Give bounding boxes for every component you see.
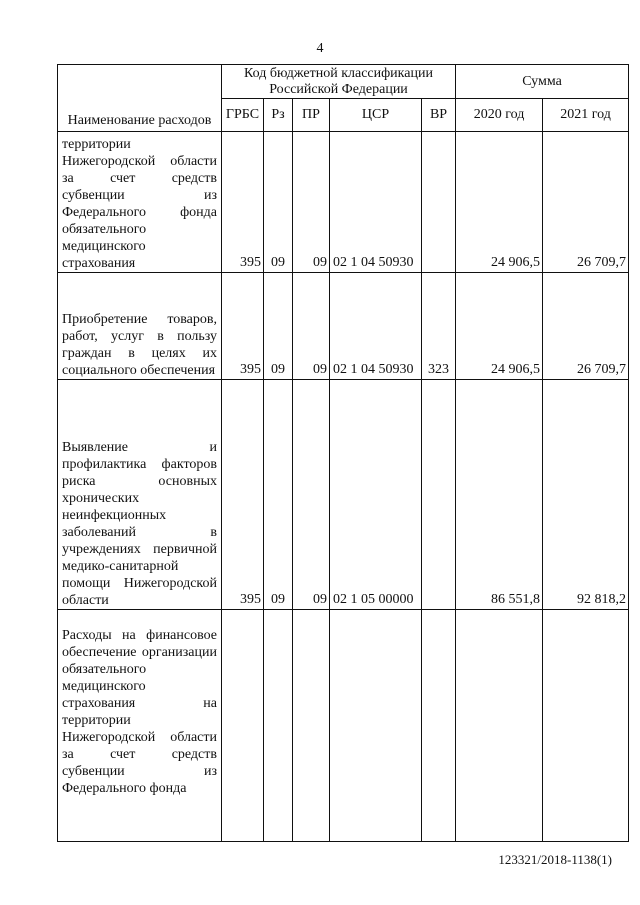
header-rz: Рз <box>264 99 293 132</box>
cell-csr: 02 1 05 00000 <box>330 380 422 610</box>
cell-pr: 09 <box>293 273 330 380</box>
table-row <box>58 132 629 273</box>
cell-grbs <box>222 610 264 842</box>
cell-pr: 09 <box>293 132 330 273</box>
cell-2021: 26 709,7 <box>543 132 629 273</box>
header-code-group: Код бюджетной классификации Российской Федерации <box>222 65 456 99</box>
page-number: 4 <box>316 41 324 56</box>
cell-2020: 24 906,5 <box>456 273 543 380</box>
cell-vr <box>422 610 456 842</box>
header-pr: ПР <box>293 99 330 132</box>
cell-2020 <box>456 610 543 842</box>
cell-pr: 09 <box>293 380 330 610</box>
cell-2021: 92 818,2 <box>543 380 629 610</box>
header-2021: 2021 год <box>543 99 629 132</box>
cell-csr: 02 1 04 50930 <box>330 273 422 380</box>
cell-vr <box>422 132 456 273</box>
header-vr: ВР <box>422 99 456 132</box>
cell-rz: 09 <box>264 380 293 610</box>
cell-pr <box>293 610 330 842</box>
cell-rz <box>264 610 293 842</box>
header-sum: Сумма <box>456 65 629 99</box>
budget-table <box>57 64 629 842</box>
row-name: Приобретение товаров, работ, услуг в пользу граждан в целях их социального обеспечения <box>58 273 222 380</box>
cell-csr <box>330 610 422 842</box>
cell-2020: 24 906,5 <box>456 132 543 273</box>
document-code: 123321/2018-1138(1) <box>498 852 612 867</box>
header-2020: 2020 год <box>456 99 543 132</box>
cell-grbs: 395 <box>222 132 264 273</box>
header-grbs: ГРБС <box>222 99 264 132</box>
cell-grbs: 395 <box>222 273 264 380</box>
cell-2020: 86 551,8 <box>456 380 543 610</box>
cell-vr <box>422 380 456 610</box>
cell-2021: 26 709,7 <box>543 273 629 380</box>
cell-rz: 09 <box>264 273 293 380</box>
cell-rz: 09 <box>264 132 293 273</box>
header-csr: ЦСР <box>330 99 422 132</box>
row-name: Расходы на финансовое обеспечение организации обязательного медицинского страхования на территории Нижегородской области за счет средств субвенции из Федерального фонда <box>58 610 222 842</box>
cell-grbs: 395 <box>222 380 264 610</box>
header-name: Наименование расходов <box>58 65 222 132</box>
row-name: Выявление и профилактика факторов риска основных хронических неинфекционных заболеваний в учреждениях первичной медико-санитарной помощи Нижегородской области <box>58 380 222 610</box>
table-row <box>58 273 629 380</box>
table-row <box>58 610 629 842</box>
row-name: территории Нижегородской области за счет средств субвенции из Федерального фонда обязательного медицинского страхования <box>58 132 222 273</box>
cell-2021 <box>543 610 629 842</box>
table-row <box>58 380 629 610</box>
cell-csr: 02 1 04 50930 <box>330 132 422 273</box>
cell-vr: 323 <box>422 273 456 380</box>
